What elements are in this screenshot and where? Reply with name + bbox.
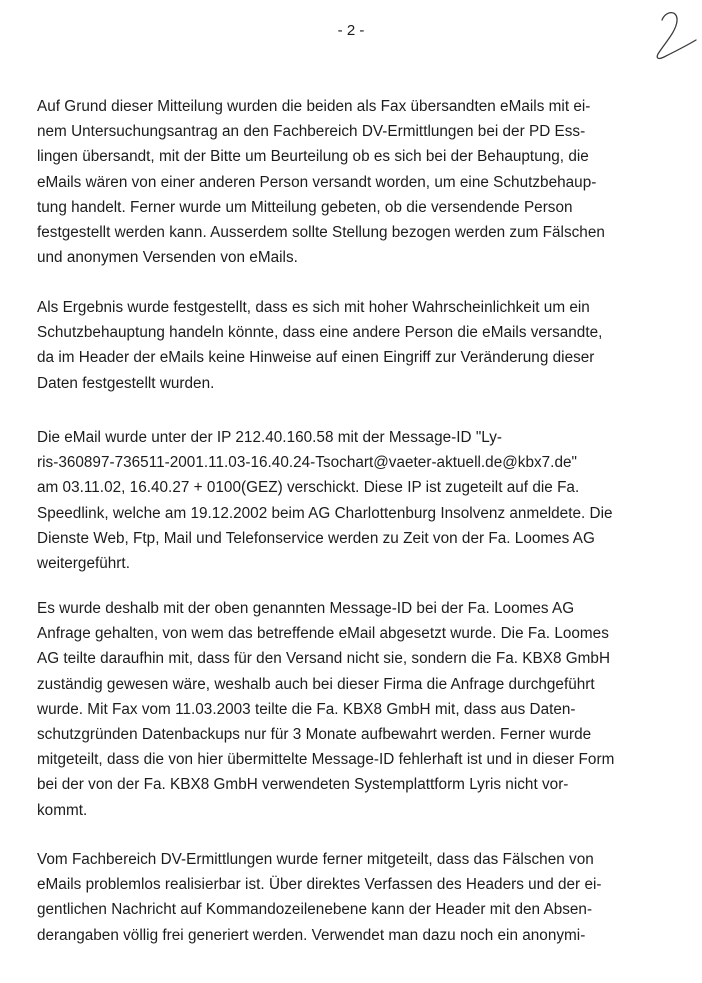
text-line: zuständig gewesen wäre, weshalb auch bei dieser Firma die Anfrage durchgeführt <box>37 675 595 693</box>
text-line: festgestellt werden kann. Ausserdem sollte Stellung bezogen werden zum Fälschen <box>37 223 605 241</box>
text-line: lingen übersandt, mit der Bitte um Beurteilung ob es sich bei der Behauptung, die <box>37 148 589 166</box>
text-line: am 03.11.02, 16.40.27 + 0100(GEZ) verschickt. Diese IP ist zugeteilt auf die Fa. <box>37 479 580 497</box>
paragraph-4 <box>37 596 614 823</box>
text-line: Speedlink, welche am 19.12.2002 beim AG Charlottenburg Insolvenz anmeldete. Die <box>37 504 613 522</box>
text-line: Vom Fachbereich DV-Ermittlungen wurde ferner mitgeteilt, dass das Fälschen von <box>37 851 594 868</box>
text-line: nem Untersuchungsantrag an den Fachbereich DV-Ermittlungen bei der PD Ess- <box>37 123 586 141</box>
page-number: - 2 - <box>337 22 365 39</box>
text-line: eMails wären von einer anderen Person versandt worden, um eine Schutzbehaup- <box>37 173 597 191</box>
text-line: derangaben völlig frei generiert werden. Verwendet man dazu noch ein anonymi- <box>37 926 586 944</box>
paragraph-5 <box>37 847 602 948</box>
text-line: bei der von der Fa. KBX8 GmbH verwendeten Systemplattform Lyris nicht vor- <box>37 776 569 794</box>
text-line: und anonymen Versenden von eMails. <box>37 249 298 267</box>
text-line: gentlichen Nachricht auf Kommandozeilenebene kann der Header mit den Absen- <box>37 901 593 919</box>
text-line: ris-360897-736511-2001.11.03-16.40.24-Tsochart@vaeter-aktuell.de@kbx7.de" <box>37 454 577 472</box>
paragraph-2 <box>37 295 602 396</box>
text-line: eMails problemlos realisierbar ist. Über direktes Verfassen des Headers und der ei- <box>37 876 602 894</box>
text-line: wurde. Mit Fax vom 11.03.2003 teilte die Fa. KBX8 GmbH mit, dass aus Daten- <box>37 700 576 718</box>
text-line: Daten festgestellt wurden. <box>37 374 215 392</box>
text-line: Dienste Web, Ftp, Mail und Telefonservice werden zu Zeit von der Fa. Loomes AG <box>37 529 595 547</box>
paragraph-3 <box>37 425 613 576</box>
text-line: schutzgründen Datenbackups nur für 3 Monate aufbewahrt werden. Ferner wurde <box>37 725 592 743</box>
handwritten-2-mark-icon <box>640 6 698 66</box>
text-line: Es wurde deshalb mit der oben genannten Message-ID bei der Fa. Loomes AG <box>37 600 575 617</box>
text-line: Als Ergebnis wurde festgestellt, dass es sich mit hoher Wahrscheinlichkeit um ein <box>37 299 590 316</box>
text-line: kommt. <box>37 801 88 819</box>
text-line: da im Header der eMails keine Hinweise auf einen Eingriff zur Veränderung dieser <box>37 349 595 367</box>
text-line: Die eMail wurde unter der IP 212.40.160.58 mit der Message-ID "Ly- <box>37 429 503 446</box>
text-line: tung handelt. Ferner wurde um Mitteilung gebeten, ob die versendende Person <box>37 198 573 216</box>
text-line: weitergeführt. <box>37 554 130 572</box>
text-line: mitgeteilt, dass die von hier übermittelte Message-ID fehlerhaft ist und in dieser Form <box>37 751 615 769</box>
text-line: Auf Grund dieser Mitteilung wurden die beiden als Fax übersandten eMails mit ei- <box>37 98 591 115</box>
text-line: AG teilte daraufhin mit, dass für den Versand nicht sie, sondern die Fa. KBX8 GmbH <box>37 650 611 668</box>
text-line: Anfrage gehalten, von wem das betreffende eMail abgesetzt wurde. Die Fa. Loomes <box>37 625 609 643</box>
paragraph-1 <box>37 94 605 270</box>
text-line: Schutzbehauptung handeln könnte, dass eine andere Person die eMails versandte, <box>37 324 603 342</box>
